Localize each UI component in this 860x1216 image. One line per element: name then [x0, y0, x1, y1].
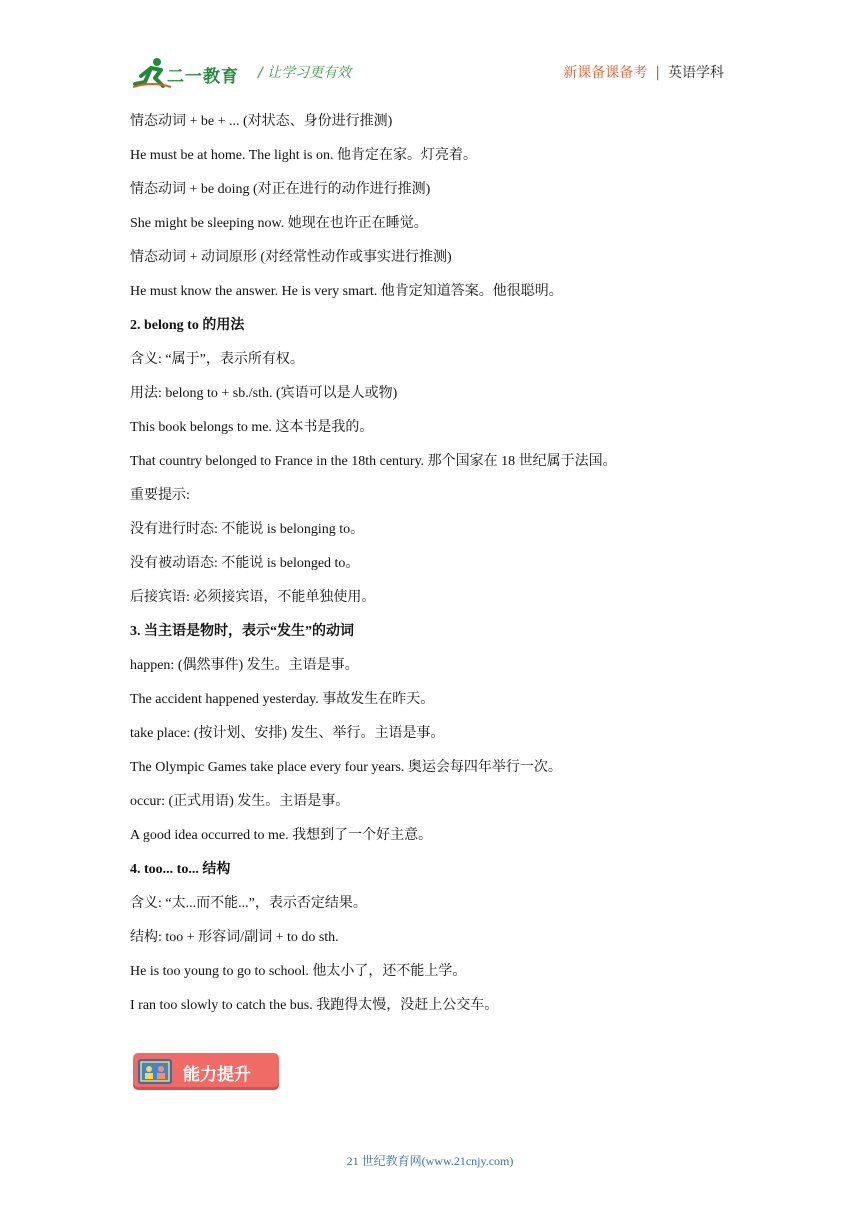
- logo-text: 二一教育: [167, 67, 239, 87]
- text-line: 情态动词 + be doing (对正在进行的动作进行推测): [130, 182, 431, 197]
- section-heading: 4. too... to... 结构: [130, 862, 231, 877]
- text-line: 重要提示:: [130, 488, 190, 503]
- text-line: She might be sleeping now. 她现在也许正在睡觉。: [130, 216, 428, 231]
- text-line: 情态动词 + be + ... (对状态、身份进行推测): [130, 114, 393, 129]
- people-icon: [138, 1059, 172, 1084]
- header-tag: 新课备课备考: [563, 65, 648, 81]
- section-heading: 2. belong to 的用法: [130, 318, 245, 333]
- section-heading: 3. 当主语是物时，表示“发生”的动词: [130, 624, 354, 639]
- text-line: 含义: “属于”，表示所有权。: [130, 352, 304, 367]
- section-badge-label: 能力提升: [183, 1065, 251, 1085]
- text-line: The Olympic Games take place every four years. 奥运会每四年举行一次。: [130, 760, 562, 775]
- header-separator: |: [655, 65, 660, 81]
- text-line: A good idea occurred to me. 我想到了一个好主意。: [130, 828, 433, 843]
- text-line: 情态动词 + 动词原形 (对经常性动作或事实进行推测): [130, 250, 452, 265]
- text-line: He must know the answer. He is very smart. 他肯定知道答案。他很聪明。: [130, 284, 563, 299]
- text-line: occur: (正式用语) 发生。主语是事。: [130, 794, 350, 809]
- section-badge: [133, 1053, 279, 1090]
- text-line: I ran too slowly to catch the bus. 我跑得太慢，没赶上公交车。: [130, 998, 499, 1013]
- text-line: This book belongs to me. 这本书是我的。: [130, 420, 374, 435]
- page-footer: 21 世纪教育网(www.21cnjy.com): [346, 1154, 514, 1168]
- header-right: [563, 62, 724, 82]
- header-subject: 英语学科: [668, 65, 724, 81]
- text-line: He must be at home. The light is on. 他肯定在家。灯亮着。: [130, 148, 477, 163]
- page-header: [0, 0, 860, 100]
- text-line: The accident happened yesterday. 事故发生在昨天。: [130, 692, 435, 707]
- text-line: 用法: belong to + sb./sth. (宾语可以是人或物): [130, 386, 398, 401]
- text-line: 含义: “太...而不能...”，表示否定结果。: [130, 896, 367, 911]
- text-line: 后接宾语: 必须接宾语，不能单独使用。: [130, 590, 376, 605]
- text-line: 没有进行时态: 不能说 is belonging to。: [130, 522, 365, 537]
- logo: [133, 56, 243, 90]
- text-line: 没有被动语态: 不能说 is belonged to。: [130, 556, 360, 571]
- document-body: [130, 110, 730, 1028]
- text-line: happen: (偶然事件) 发生。主语是事。: [130, 658, 359, 673]
- text-line: take place: (按计划、安排) 发生、举行。主语是事。: [130, 726, 445, 741]
- slogan: / 让学习更有效: [258, 65, 352, 81]
- text-line: He is too young to go to school. 他太小了，还不能上学。: [130, 964, 467, 979]
- text-line: 结构: too + 形容词/副词 + to do sth.: [130, 930, 339, 945]
- text-line: That country belonged to France in the 18th century. 那个国家在 18 世纪属于法国。: [130, 454, 617, 469]
